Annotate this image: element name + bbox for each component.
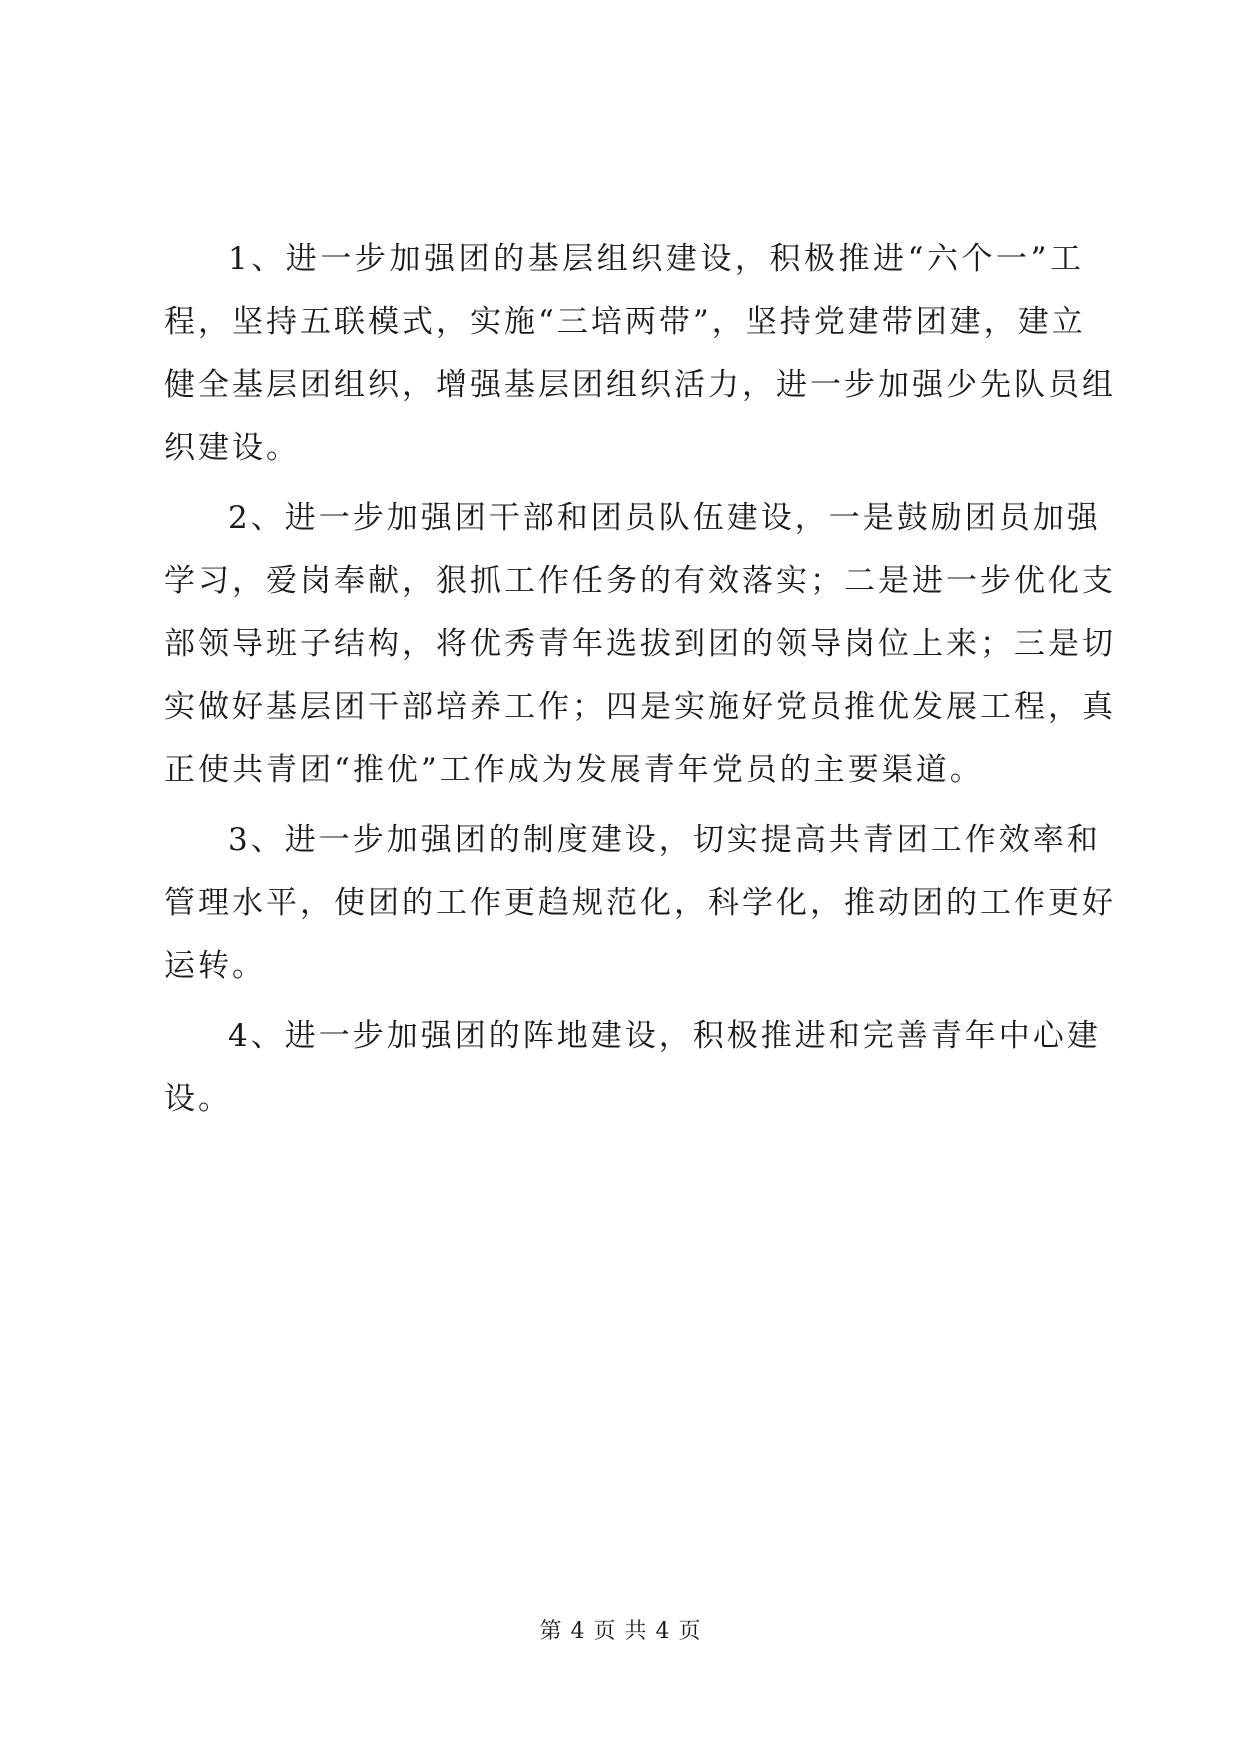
page-number-footer: 第 4 页 共 4 页 [539,1619,702,1644]
paragraph-line: 正使共青团“推优”工作成为发展青年党员的主要渠道。 [164,752,984,788]
paragraph-2 [164,487,1116,802]
paragraph-line: 4、进一步加强团的阵地建设，积极推进和完善青年中心建 [228,1018,1101,1054]
paragraph-line: 织建设。 [164,430,300,466]
paragraph-1 [164,228,1116,480]
paragraph-line: 3、进一步加强团的制度建设，切实提高共青团工作效率和 [228,822,1101,858]
paragraph-line: 健全基层团组织，增强基层团组织活力，进一步加强少先队员组 [164,367,1116,403]
paragraph-line: 设。 [164,1081,232,1117]
paragraph-line: 学习，爱岗奉献，狠抓工作任务的有效落实；二是进一步优化支 [164,563,1116,599]
paragraph-line: 程，坚持五联模式，实施“三培两带”，坚持党建带团建，建立 [164,304,1086,340]
paragraph-line: 运转。 [164,948,266,984]
document-body [164,228,1116,1138]
paragraph-line: 实做好基层团干部培养工作；四是实施好党员推优发展工程，真 [164,689,1116,725]
paragraph-line: 管理水平，使团的工作更趋规范化，科学化，推动团的工作更好 [164,885,1116,921]
paragraph-line: 部领导班子结构，将优秀青年选拔到团的领导岗位上来；三是切 [164,626,1116,662]
paragraph-4 [164,1005,1101,1131]
paragraph-line: 2、进一步加强团干部和团员队伍建设，一是鼓励团员加强 [228,500,1101,536]
paragraph-3 [164,809,1116,998]
paragraph-line: 1、进一步加强团的基层组织建设，积极推进“六个一”工 [228,241,1084,277]
